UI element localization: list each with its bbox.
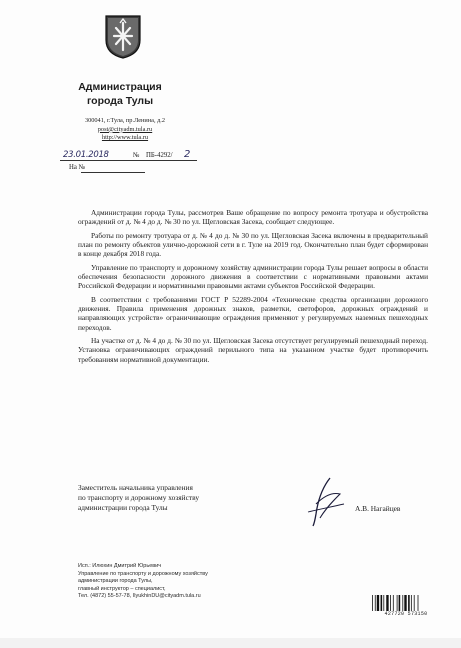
barcode-bar [393, 595, 394, 611]
executor-block [78, 563, 278, 601]
barcode-bar [399, 595, 401, 611]
barcode-bar [390, 595, 391, 611]
org-name-line1: Администрация [78, 81, 162, 93]
email-link[interactable]: post@cityadm.tula.ru [97, 125, 153, 133]
barcode-icon [371, 595, 441, 611]
barcode-digits: 427720 573150 [384, 611, 428, 617]
address-block [60, 117, 190, 143]
registration-underline [60, 160, 197, 161]
barcode-bar [372, 595, 373, 611]
barcode-bar [386, 595, 388, 611]
registration-line [60, 150, 198, 162]
executor-line2: Управление по транспорту и дорожному хозяйству [78, 570, 208, 577]
barcode-bar [402, 595, 403, 611]
body-paragraph: Управление по транспорту и дорожному хозяйству администрации города Тулы решает вопросы в области обеспечения безопасности дорожного движения в соответствии с нормативными правовыми актами Российской Федерации и нормативными правовыми актами субъектов Российской Федерации. [78, 262, 428, 291]
reply-to-underline [81, 172, 145, 173]
barcode-bar [397, 595, 398, 611]
signatory-title-line2: по транспорту и дорожному хозяйству [78, 493, 200, 502]
scan-bottom-edge [0, 638, 461, 648]
executor-line4: главный инструктор – специалист, [78, 585, 166, 592]
reply-to-line [60, 164, 150, 174]
registration-number: ПБ-4292/ [146, 152, 173, 159]
organization-name [60, 80, 180, 108]
barcode-bar [377, 595, 379, 611]
barcode-bar [383, 595, 384, 611]
letter-body [78, 208, 428, 368]
barcode-bar [414, 595, 415, 611]
barcode-bar [404, 595, 406, 611]
signatory-title-line1: Заместитель начальника управления [78, 483, 193, 492]
executor-line1: Исп.: Илюхин Дмитрий Юрьевич [78, 563, 162, 569]
executor-line5: Тел. (4872) 55-57-78, IlyukhinDU@cityadm.tula.ru [78, 593, 201, 599]
website-link[interactable]: http://www.tula.ru [101, 134, 149, 142]
signatory-title-line3: администрации города Тулы [78, 503, 168, 512]
number-sign: № [133, 152, 140, 159]
tula-coat-of-arms-icon [104, 14, 142, 60]
signatory-name: А.В. Нагайцев [355, 504, 401, 513]
handwritten-date: 23.01.2018 [63, 150, 109, 160]
barcode-bar [411, 595, 412, 611]
org-name-line2: города Тулы [86, 95, 154, 107]
reply-to-label: На № [69, 164, 86, 171]
signatory-title [78, 483, 308, 513]
body-paragraph: На участке от д. № 4 до д. № 30 по ул. Щегловская Засека отсутствует регулируемый пешеходный переход. Установка ограничивающих ограждений перильного типа на указанном участке будет противоречить требованиям нормативной документации. [78, 336, 428, 364]
body-paragraph: Работы по ремонту тротуара от д. № 4 до д. № 30 по ул. Щегловская Засека включены в предварительный план по ремонту объектов улично-дорожной сети в г. Туле на 2019 год. Окончательно план будет сформирован в конце декабря 2018 года. [78, 230, 428, 259]
barcode-bar [375, 595, 376, 611]
postal-address: 300041, г.Тула, пр.Ленина, д.2 [84, 117, 166, 124]
barcode-bar [418, 595, 419, 611]
barcode-bar [381, 595, 383, 611]
handwritten-mark: 2 [184, 149, 191, 160]
body-paragraph: Администрации города Тулы, рассмотрев Ваше обращение по вопросу ремонта тротуара и обустройства ограждений от д. № 4 до д. № 30 по ул. Щегловская Засека, сообщает следующее. [78, 208, 428, 227]
barcode-bar [408, 595, 410, 611]
handwritten-signature-icon [300, 474, 350, 528]
body-paragraph: В соответствии с требованиями ГОСТ Р 52289-2004 «Технические средства организации дорожного движения. Правила применения дорожных знаков, разметки, светофоров, дорожных ограждений и направляющих устройств» ограничивающие ограждения применяют у регулируемых наземных пешеходных переходов. [78, 294, 428, 332]
executor-line3: администрации города Тулы, [78, 578, 153, 584]
